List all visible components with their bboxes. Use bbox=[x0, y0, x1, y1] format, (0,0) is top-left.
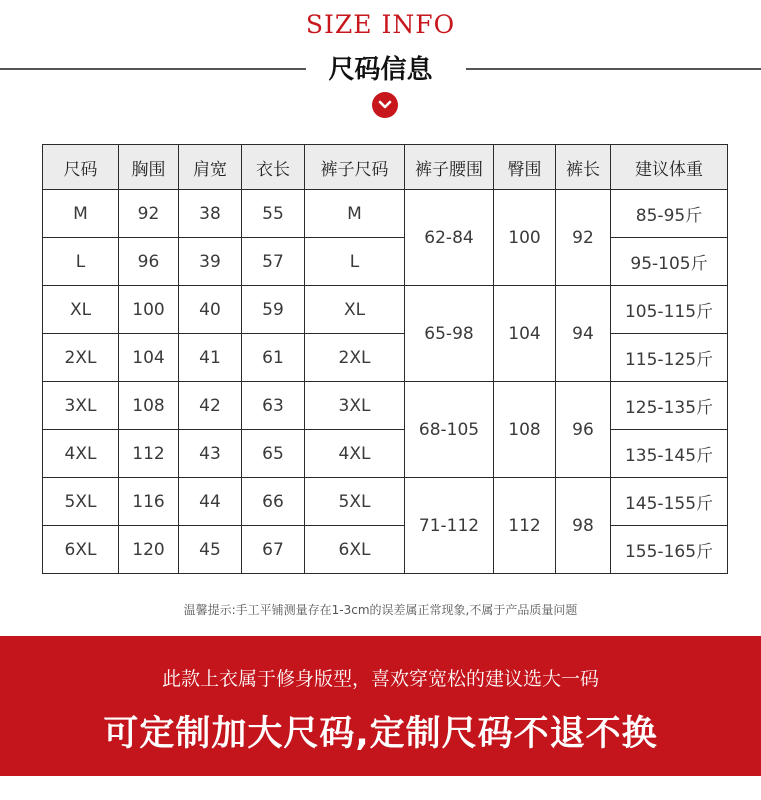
cell-weight: 105-115斤 bbox=[611, 286, 728, 334]
cell-weight: 125-135斤 bbox=[611, 382, 728, 430]
cell-chest: 100 bbox=[119, 286, 179, 334]
cell-size: 2XL bbox=[43, 334, 119, 382]
table-row bbox=[43, 430, 728, 478]
banner-fit-note: 此款上衣属于修身版型，喜欢穿宽松的建议选大一码 bbox=[161, 668, 599, 690]
chevron-down-icon bbox=[372, 92, 398, 118]
cell-length: 57 bbox=[242, 238, 305, 286]
cell-shoulder: 41 bbox=[179, 334, 242, 382]
cell-length: 55 bbox=[242, 190, 305, 238]
cell-shoulder: 39 bbox=[179, 238, 242, 286]
table-row bbox=[43, 478, 728, 526]
cell-weight: 145-155斤 bbox=[611, 478, 728, 526]
cell-weight: 155-165斤 bbox=[611, 526, 728, 574]
cell-waist: 65-98 bbox=[405, 286, 494, 382]
cell-chest: 116 bbox=[119, 478, 179, 526]
cell-pants-length: 92 bbox=[556, 190, 611, 286]
cell-pants-length: 98 bbox=[556, 478, 611, 574]
table-header-row bbox=[43, 145, 728, 190]
cell-length: 65 bbox=[242, 430, 305, 478]
table-row bbox=[43, 286, 728, 334]
col-header-shoulder: 肩宽 bbox=[179, 145, 242, 190]
divider-right bbox=[466, 68, 761, 70]
cell-shoulder: 42 bbox=[179, 382, 242, 430]
cell-size: 3XL bbox=[43, 382, 119, 430]
cell-pants-length: 94 bbox=[556, 286, 611, 382]
col-header-size: 尺码 bbox=[43, 145, 119, 190]
cell-pants-length: 96 bbox=[556, 382, 611, 478]
cell-pants-size: 2XL bbox=[305, 334, 405, 382]
cell-size: XL bbox=[43, 286, 119, 334]
cell-hip: 108 bbox=[494, 382, 556, 478]
cell-shoulder: 44 bbox=[179, 478, 242, 526]
cell-chest: 104 bbox=[119, 334, 179, 382]
table-row bbox=[43, 334, 728, 382]
banner-custom-note: 可定制加大尺码,定制尺码不退不换 bbox=[103, 714, 658, 754]
size-info-title-cn: 尺码信息 bbox=[328, 55, 433, 85]
chevron-badge bbox=[372, 92, 398, 118]
cell-hip: 100 bbox=[494, 190, 556, 286]
cell-waist: 68-105 bbox=[405, 382, 494, 478]
cell-hip: 112 bbox=[494, 478, 556, 574]
cell-shoulder: 43 bbox=[179, 430, 242, 478]
cell-chest: 120 bbox=[119, 526, 179, 574]
cell-pants-size: M bbox=[305, 190, 405, 238]
col-header-weight: 建议体重 bbox=[611, 145, 728, 190]
cell-chest: 92 bbox=[119, 190, 179, 238]
cell-pants-size: 3XL bbox=[305, 382, 405, 430]
col-header-hip: 臀围 bbox=[494, 145, 556, 190]
table-row bbox=[43, 526, 728, 574]
table-row bbox=[43, 190, 728, 238]
col-header-pants-size: 裤子尺码 bbox=[305, 145, 405, 190]
cell-pants-size: L bbox=[305, 238, 405, 286]
cell-pants-size: 4XL bbox=[305, 430, 405, 478]
cell-waist: 71-112 bbox=[405, 478, 494, 574]
cell-chest: 108 bbox=[119, 382, 179, 430]
cell-waist: 62-84 bbox=[405, 190, 494, 286]
size-info-title: SIZE INFO bbox=[305, 10, 456, 39]
cell-chest: 112 bbox=[119, 430, 179, 478]
cell-shoulder: 40 bbox=[179, 286, 242, 334]
cell-size: 4XL bbox=[43, 430, 119, 478]
cell-length: 59 bbox=[242, 286, 305, 334]
cell-weight: 115-125斤 bbox=[611, 334, 728, 382]
cell-weight: 135-145斤 bbox=[611, 430, 728, 478]
cell-size: M bbox=[43, 190, 119, 238]
cell-weight: 85-95斤 bbox=[611, 190, 728, 238]
cell-shoulder: 45 bbox=[179, 526, 242, 574]
cell-pants-size: 5XL bbox=[305, 478, 405, 526]
cell-chest: 96 bbox=[119, 238, 179, 286]
cell-shoulder: 38 bbox=[179, 190, 242, 238]
measurement-tip: 温馨提示:手工平铺测量存在1-3cm的误差属正常现象,不属于产品质量问题 bbox=[183, 603, 578, 617]
table-row bbox=[43, 238, 728, 286]
col-header-chest: 胸围 bbox=[119, 145, 179, 190]
cell-size: 6XL bbox=[43, 526, 119, 574]
cell-length: 67 bbox=[242, 526, 305, 574]
cell-weight: 95-105斤 bbox=[611, 238, 728, 286]
promo-banner bbox=[0, 636, 761, 776]
col-header-waist: 裤子腰围 bbox=[405, 145, 494, 190]
cell-length: 63 bbox=[242, 382, 305, 430]
cell-size: 5XL bbox=[43, 478, 119, 526]
col-header-pants-length: 裤长 bbox=[556, 145, 611, 190]
cell-hip: 104 bbox=[494, 286, 556, 382]
col-header-length: 衣长 bbox=[242, 145, 305, 190]
size-table bbox=[42, 144, 728, 574]
cell-pants-size: XL bbox=[305, 286, 405, 334]
cell-size: L bbox=[43, 238, 119, 286]
cell-length: 61 bbox=[242, 334, 305, 382]
cell-length: 66 bbox=[242, 478, 305, 526]
table-row bbox=[43, 382, 728, 430]
cell-pants-size: 6XL bbox=[305, 526, 405, 574]
